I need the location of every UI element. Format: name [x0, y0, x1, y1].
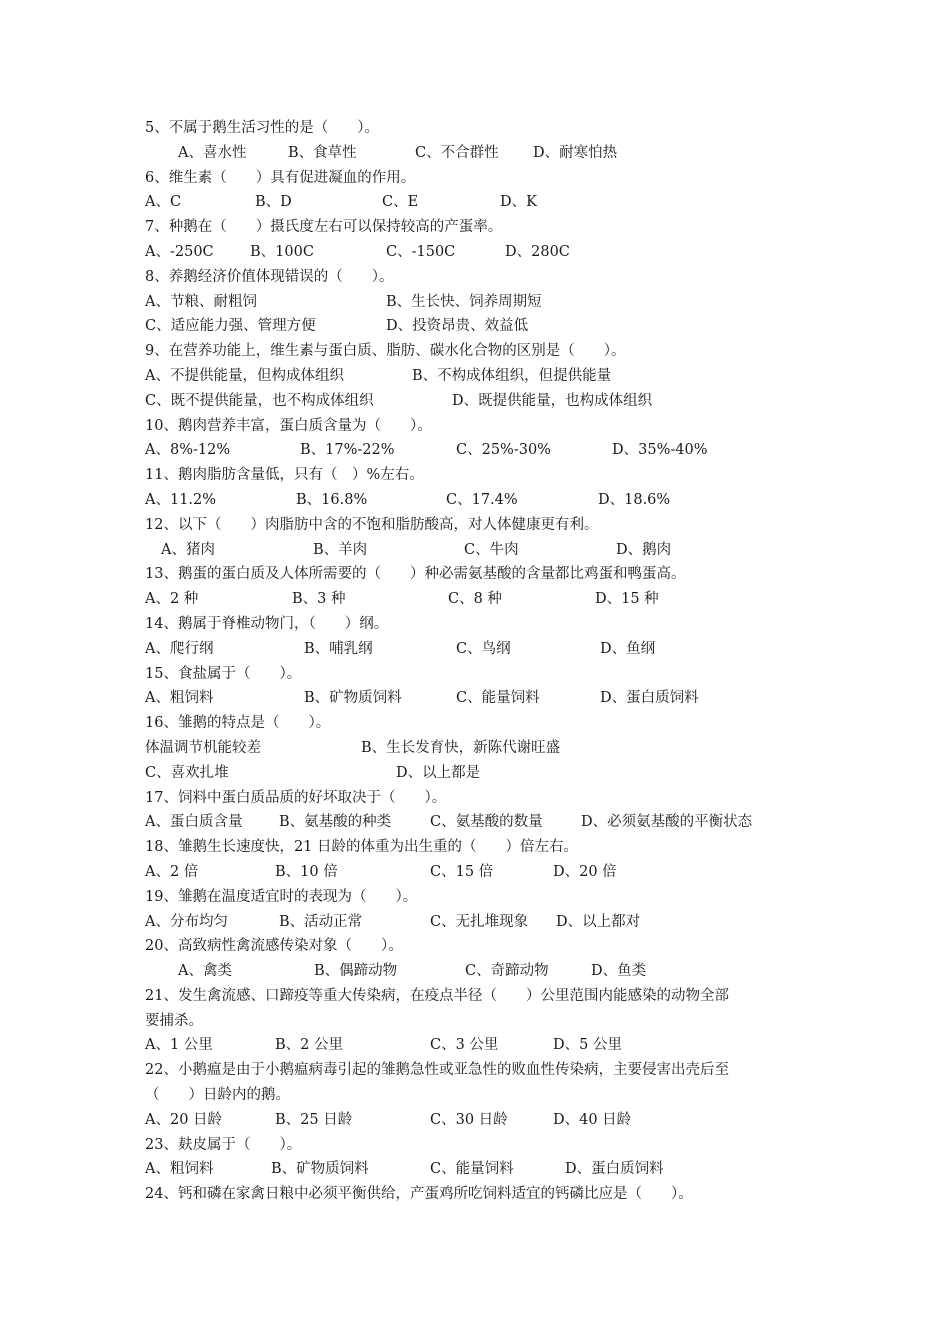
answer-option: D、投资昂贵、效益低: [386, 318, 529, 335]
answer-option: B、100C: [250, 243, 314, 260]
answer-option: D、鱼纲: [600, 640, 656, 657]
answer-option: D、35%-40%: [612, 442, 708, 459]
options-line: [145, 141, 825, 166]
answer-option: D、鱼类: [591, 963, 647, 980]
question-line: 23、麸皮属于（ ）。: [145, 1136, 302, 1153]
answer-option: C、15 倍: [430, 863, 494, 880]
answer-option: C、25%-30%: [456, 442, 551, 459]
answer-option: C、17.4%: [446, 491, 518, 508]
answer-option: A、禽类: [178, 963, 232, 980]
answer-option: D、15 种: [595, 591, 659, 608]
options-line: [145, 860, 825, 885]
options-line: [145, 314, 825, 339]
answer-option: B、生长快、饲养周期短: [386, 293, 542, 310]
answer-option: A、猪肉: [161, 541, 215, 558]
question-line: 21、发生禽流感、口蹄疫等重大传染病，在疫点半径（ ）公里范围内能感染的动物全部: [145, 987, 729, 1004]
options-line: [145, 1033, 825, 1058]
question-line: 9、在营养功能上，维生素与蛋白质、脂肪、碳水化合物的区别是（ ）。: [145, 343, 626, 360]
answer-option: A、节粮、耐粗饲: [145, 293, 257, 310]
options-line: [145, 240, 825, 265]
answer-option: C、3 公里: [430, 1037, 499, 1054]
options-line: [145, 910, 825, 935]
answer-option: D、K: [500, 194, 537, 211]
answer-option: 体温调节机能较差: [145, 739, 261, 756]
answer-option: D、既提供能量，也构成体组织: [452, 392, 653, 409]
options-line: [145, 438, 825, 463]
answer-option: B、D: [255, 194, 292, 211]
answer-option: C、牛肉: [464, 541, 519, 558]
answer-option: D、40 日龄: [553, 1111, 632, 1128]
answer-option: A、蛋白质含量: [145, 814, 243, 831]
answer-option: C、30 日龄: [430, 1111, 508, 1128]
question-line: 14、鹅属于脊椎动物门，（ ）纲。: [145, 615, 389, 632]
answer-option: B、10 倍: [275, 863, 338, 880]
answer-option: D、必须氨基酸的平衡状态: [581, 814, 753, 831]
question-line: 12、以下（ ）肉脂肪中含的不饱和脂肪酸高，对人体健康更有利。: [145, 516, 599, 533]
question-line: 24、钙和磷在家禽日粮中必须平衡供给，产蛋鸡所吃饲料适宜的钙磷比应是（ ）。: [145, 1186, 693, 1203]
answer-option: A、分布均匀: [145, 913, 228, 930]
answer-option: C、氨基酸的数量: [430, 814, 543, 831]
answer-option: D、蛋白质饲料: [600, 690, 699, 707]
answer-option: B、偶蹄动物: [314, 963, 398, 980]
answer-option: B、矿物质饲料: [304, 690, 402, 707]
answer-option: A、粗饲料: [145, 1161, 214, 1178]
options-line: [145, 761, 825, 786]
question-line: 13、鹅蛋的蛋白质及人体所需要的（ ）种必需氨基酸的含量都比鸡蛋和鸭蛋高。: [145, 566, 686, 583]
question-line: （ ）日龄内的鹅。: [145, 1087, 290, 1104]
answer-option: A、20 日龄: [145, 1111, 223, 1128]
answer-option: A、不提供能量，但构成体组织: [145, 367, 344, 384]
answer-option: D、5 公里: [553, 1037, 622, 1054]
answer-option: C、不合群性: [415, 144, 499, 161]
question-line: 20、高致病性禽流感传染对象（ ）。: [145, 938, 403, 955]
options-line: [145, 637, 825, 662]
answer-option: B、不构成体组织，但提供能量: [412, 367, 612, 384]
answer-option: B、16.8%: [296, 491, 368, 508]
options-line: [145, 810, 825, 835]
question-line: 16、雏鹅的特点是（ ）。: [145, 715, 331, 732]
answer-option: A、-250C: [145, 243, 214, 260]
options-line: [145, 538, 825, 563]
answer-option: B、17%-22%: [300, 442, 395, 459]
question-line: 10、鹅肉营养丰富，蛋白质含量为（ ）。: [145, 417, 432, 434]
answer-option: A、1 公里: [145, 1037, 213, 1054]
question-line: 15、食盐属于（ ）。: [145, 665, 302, 682]
answer-option: A、粗饲料: [145, 690, 214, 707]
answer-option: D、耐寒怕热: [533, 144, 618, 161]
options-line: [145, 488, 825, 513]
answer-option: B、25 日龄: [275, 1111, 353, 1128]
options-line: [145, 1108, 825, 1133]
answer-option: C、-150C: [386, 243, 456, 260]
answer-option: C、8 种: [448, 591, 502, 608]
answer-option: B、矿物质饲料: [271, 1161, 369, 1178]
answer-option: D、18.6%: [598, 491, 671, 508]
question-line: 18、雏鹅生长速度快，21 日龄的体重为出生重的（ ）倍左右。: [145, 839, 579, 856]
answer-option: B、羊肉: [313, 541, 368, 558]
options-line: [145, 959, 825, 984]
options-line: [145, 1157, 825, 1182]
answer-option: C、喜欢扎堆: [145, 764, 229, 781]
answer-option: C、无扎堆现象: [430, 913, 529, 930]
answer-option: D、鹅肉: [616, 541, 672, 558]
answer-option: C、能量饲料: [456, 690, 540, 707]
answer-option: B、食草性: [288, 144, 357, 161]
answer-option: B、3 种: [292, 591, 346, 608]
answer-option: D、20 倍: [553, 863, 617, 880]
question-line: 19、雏鹅在温度适宜时的表现为（ ）。: [145, 888, 418, 905]
question-line: 22、小鹅瘟是由于小鹅瘟病毒引起的雏鹅急性或亚急性的败血性传染病，主要侵害出壳后至: [145, 1062, 729, 1079]
answer-option: C、既不提供能量，也不构成体组织: [145, 392, 374, 409]
answer-option: D、以上都是: [396, 764, 481, 781]
answer-option: D、280C: [505, 243, 570, 260]
answer-option: B、氨基酸的种类: [279, 814, 392, 831]
answer-option: B、生长发育快，新陈代谢旺盛: [361, 739, 561, 756]
options-line: [145, 587, 825, 612]
question-line: 17、饲料中蛋白质品质的好坏取决于（ ）。: [145, 789, 447, 806]
exam-page: [145, 116, 825, 1207]
answer-option: D、以上都对: [556, 913, 641, 930]
answer-option: A、2 倍: [145, 863, 199, 880]
question-line: 8、养鹅经济价值体现错误的（ ）。: [145, 268, 394, 285]
options-line: [145, 290, 825, 315]
answer-option: C、能量饲料: [430, 1161, 514, 1178]
answer-option: C、适应能力强、管理方便: [145, 318, 316, 335]
options-line: [145, 686, 825, 711]
options-line: [145, 389, 825, 414]
answer-option: A、8%-12%: [145, 442, 231, 459]
options-line: [145, 736, 825, 761]
answer-option: C、鸟纲: [456, 640, 511, 657]
question-line: 7、种鹅在（ ）摄氏度左右可以保持较高的产蛋率。: [145, 219, 503, 236]
answer-option: A、11.2%: [145, 491, 217, 508]
answer-option: C、奇蹄动物: [465, 963, 549, 980]
question-line: 要捕杀。: [145, 1012, 203, 1029]
answer-option: D、蛋白质饲料: [565, 1161, 664, 1178]
answer-option: B、2 公里: [275, 1037, 343, 1054]
options-line: [145, 364, 825, 389]
answer-option: B、哺乳纲: [304, 640, 373, 657]
options-line: [145, 190, 825, 215]
answer-option: C、E: [382, 194, 419, 211]
answer-option: A、喜水性: [178, 144, 247, 161]
question-line: 5、不属于鹅生活习性的是（ ）。: [145, 120, 379, 136]
question-line: 11、鹅肉脂肪含量低，只有（ ）%左右。: [145, 467, 424, 484]
answer-option: B、活动正常: [279, 913, 363, 930]
question-line: 6、维生素（ ）具有促进凝血的作用。: [145, 169, 416, 186]
answer-option: A、C: [145, 194, 182, 211]
answer-option: A、爬行纲: [145, 640, 214, 657]
answer-option: A、2 种: [145, 591, 199, 608]
